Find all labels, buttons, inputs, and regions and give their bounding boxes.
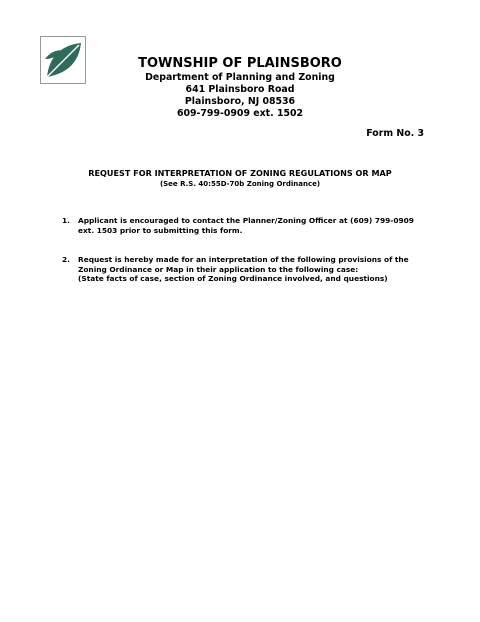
list-item: [62, 216, 422, 235]
item-number: 1.: [62, 216, 70, 225]
address-line-2: Plainsboro, NJ 08536: [184, 96, 296, 107]
letterhead: [120, 56, 360, 120]
item-text: Request is hereby made for an interpretation of the following provisions of the Zoning Ordinance or Map in their application to the following case: (State facts of case, section of Zoning Ordinance involved, and questions): [78, 255, 409, 283]
township-title: TOWNSHIP OF PLAINSBORO: [138, 56, 342, 71]
phone-number: 609-799-0909 ext. 1502: [176, 108, 304, 119]
address-line-1: 641 Plainsboro Road: [185, 84, 295, 95]
leaf-icon: [41, 37, 85, 83]
form-number: Form No. 3: [366, 128, 424, 139]
request-heading: [60, 168, 420, 189]
department-name: Department of Planning and Zoning: [145, 72, 335, 83]
request-subtitle: (See R.S. 40:55D-70b Zoning Ordinance): [159, 180, 321, 188]
list-item: [62, 255, 422, 284]
request-title: REQUEST FOR INTERPRETATION OF ZONING REGULATIONS OR MAP: [88, 168, 392, 178]
township-logo: [40, 36, 86, 84]
item-text: Applicant is encouraged to contact the Planner/Zoning Officer at (609) 799-0909 ext. 1503 prior to submitting this form.: [78, 216, 414, 235]
item-number: 2.: [62, 255, 70, 264]
